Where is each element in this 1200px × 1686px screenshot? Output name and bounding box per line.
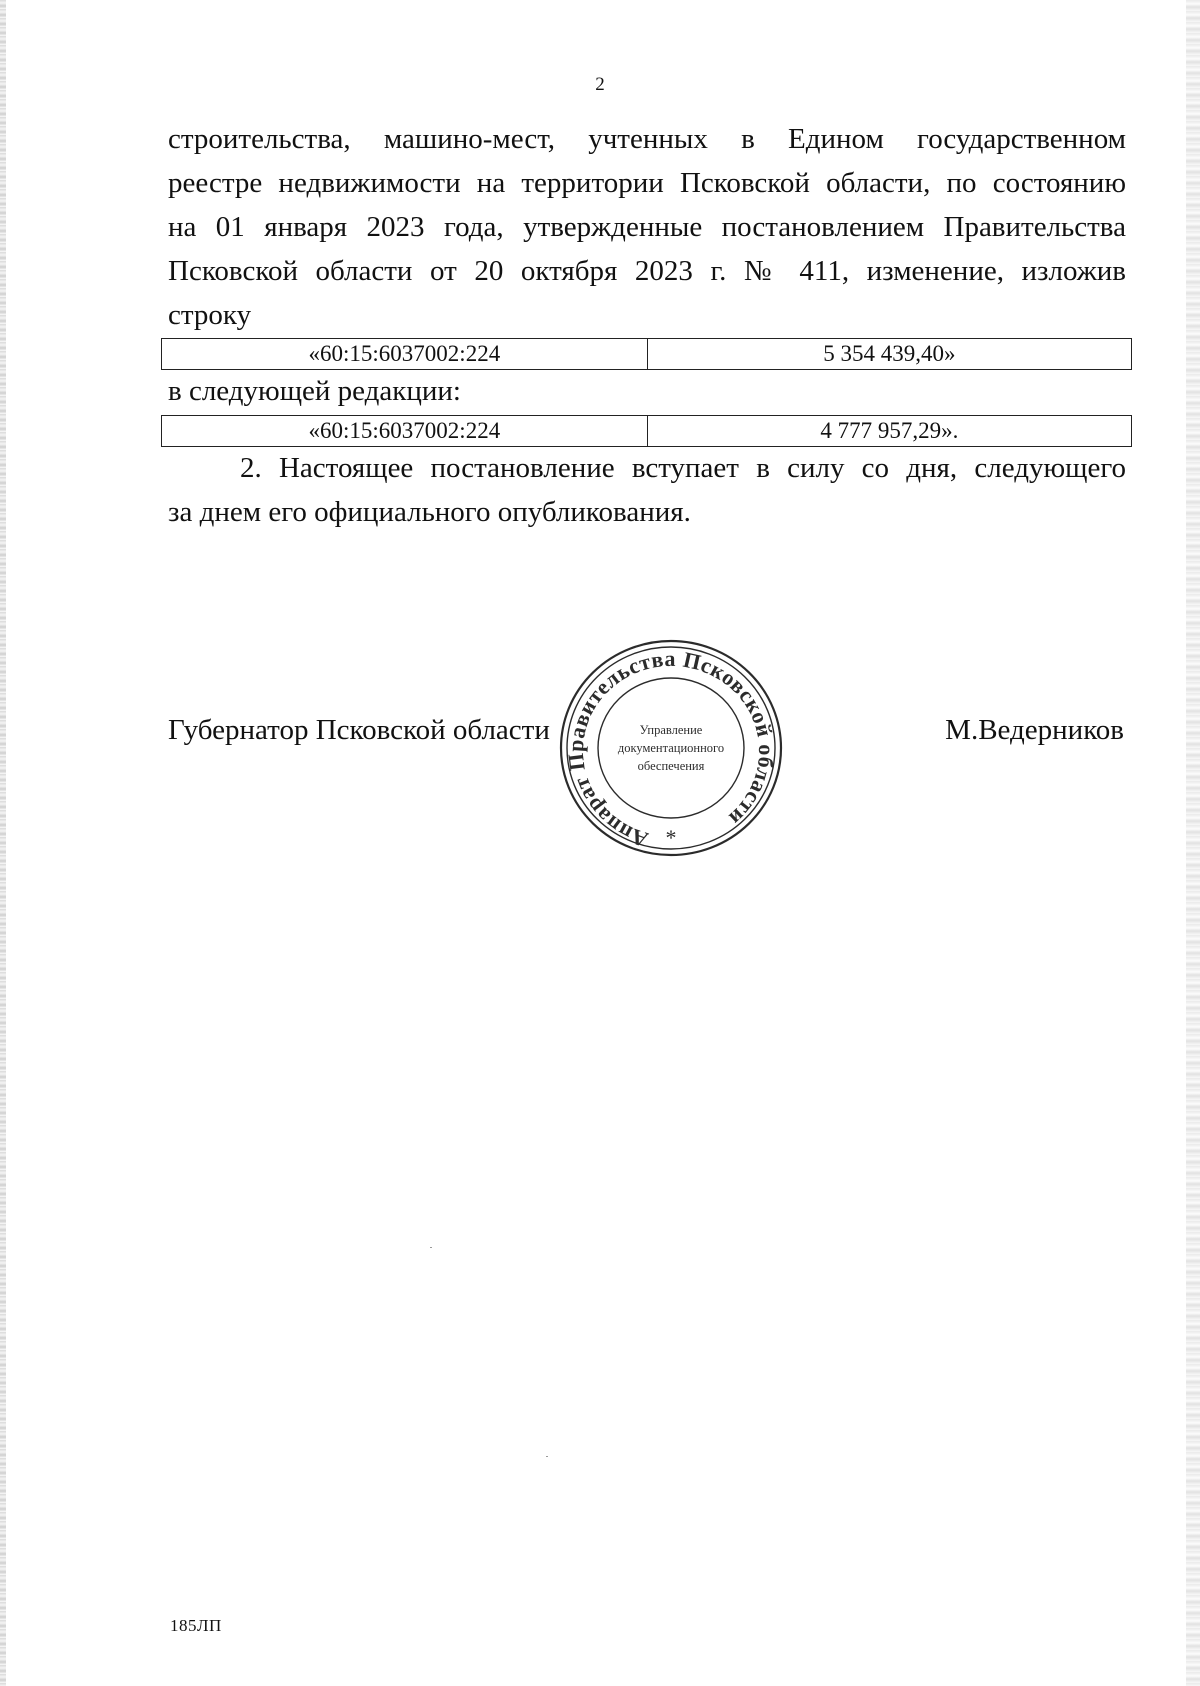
official-seal <box>556 636 786 860</box>
paragraph-1 <box>168 117 1126 337</box>
seal-outer-text: Аппарат Правительства Псковской области <box>562 645 780 853</box>
scan-speck <box>430 1247 432 1248</box>
table-row <box>162 339 1132 370</box>
paragraph-1-line: реестре недвижимости на территории Псковской области, по состоянию <box>168 167 1126 199</box>
scan-speck <box>546 1456 548 1457</box>
old-cadastral-number-cell: «60:15:6037002:224 <box>162 339 648 370</box>
paragraph-1-line: Псковской области от 20 октября 2023 г. № 411, изменение, изложив <box>168 255 1126 287</box>
seal-star-icon: * <box>665 825 677 850</box>
new-value-cell: 4 777 957,29». <box>647 416 1131 447</box>
signature-title: Губернатор Псковской области <box>168 714 550 746</box>
seal-inner-line-2: документационного <box>617 741 725 755</box>
document-code: 185ЛП <box>170 1616 222 1635</box>
paragraph-2-line: 2. Настоящее постановление вступает в силу со дня, следующего <box>240 452 1126 484</box>
paragraph-1-line: строительства, машино-мест, учтенных в Едином государственном <box>168 123 1126 155</box>
paragraph-2-line: за днем его официального опубликования. <box>168 496 691 528</box>
signature-name: М.Ведерников <box>945 714 1124 746</box>
redaction-label: в следующей редакции: <box>168 375 461 407</box>
table-new-row <box>161 415 1132 447</box>
paragraph-1-line: на 01 января 2023 года, утвержденные постановлением Правительства <box>168 211 1126 243</box>
paragraph-2 <box>168 446 1126 534</box>
page-number: 2 <box>595 74 605 95</box>
scan-edge-right <box>1186 0 1200 1686</box>
paragraph-1-line: строку <box>168 299 252 331</box>
table-old-row <box>161 338 1132 370</box>
seal-inner-line-1: Управление <box>639 723 703 737</box>
old-value-cell: 5 354 439,40» <box>647 339 1131 370</box>
scan-edge-left <box>0 0 6 1686</box>
new-cadastral-number-cell: «60:15:6037002:224 <box>162 416 648 447</box>
seal-inner-line-3: обеспечения <box>637 759 705 773</box>
table-row <box>162 416 1132 447</box>
